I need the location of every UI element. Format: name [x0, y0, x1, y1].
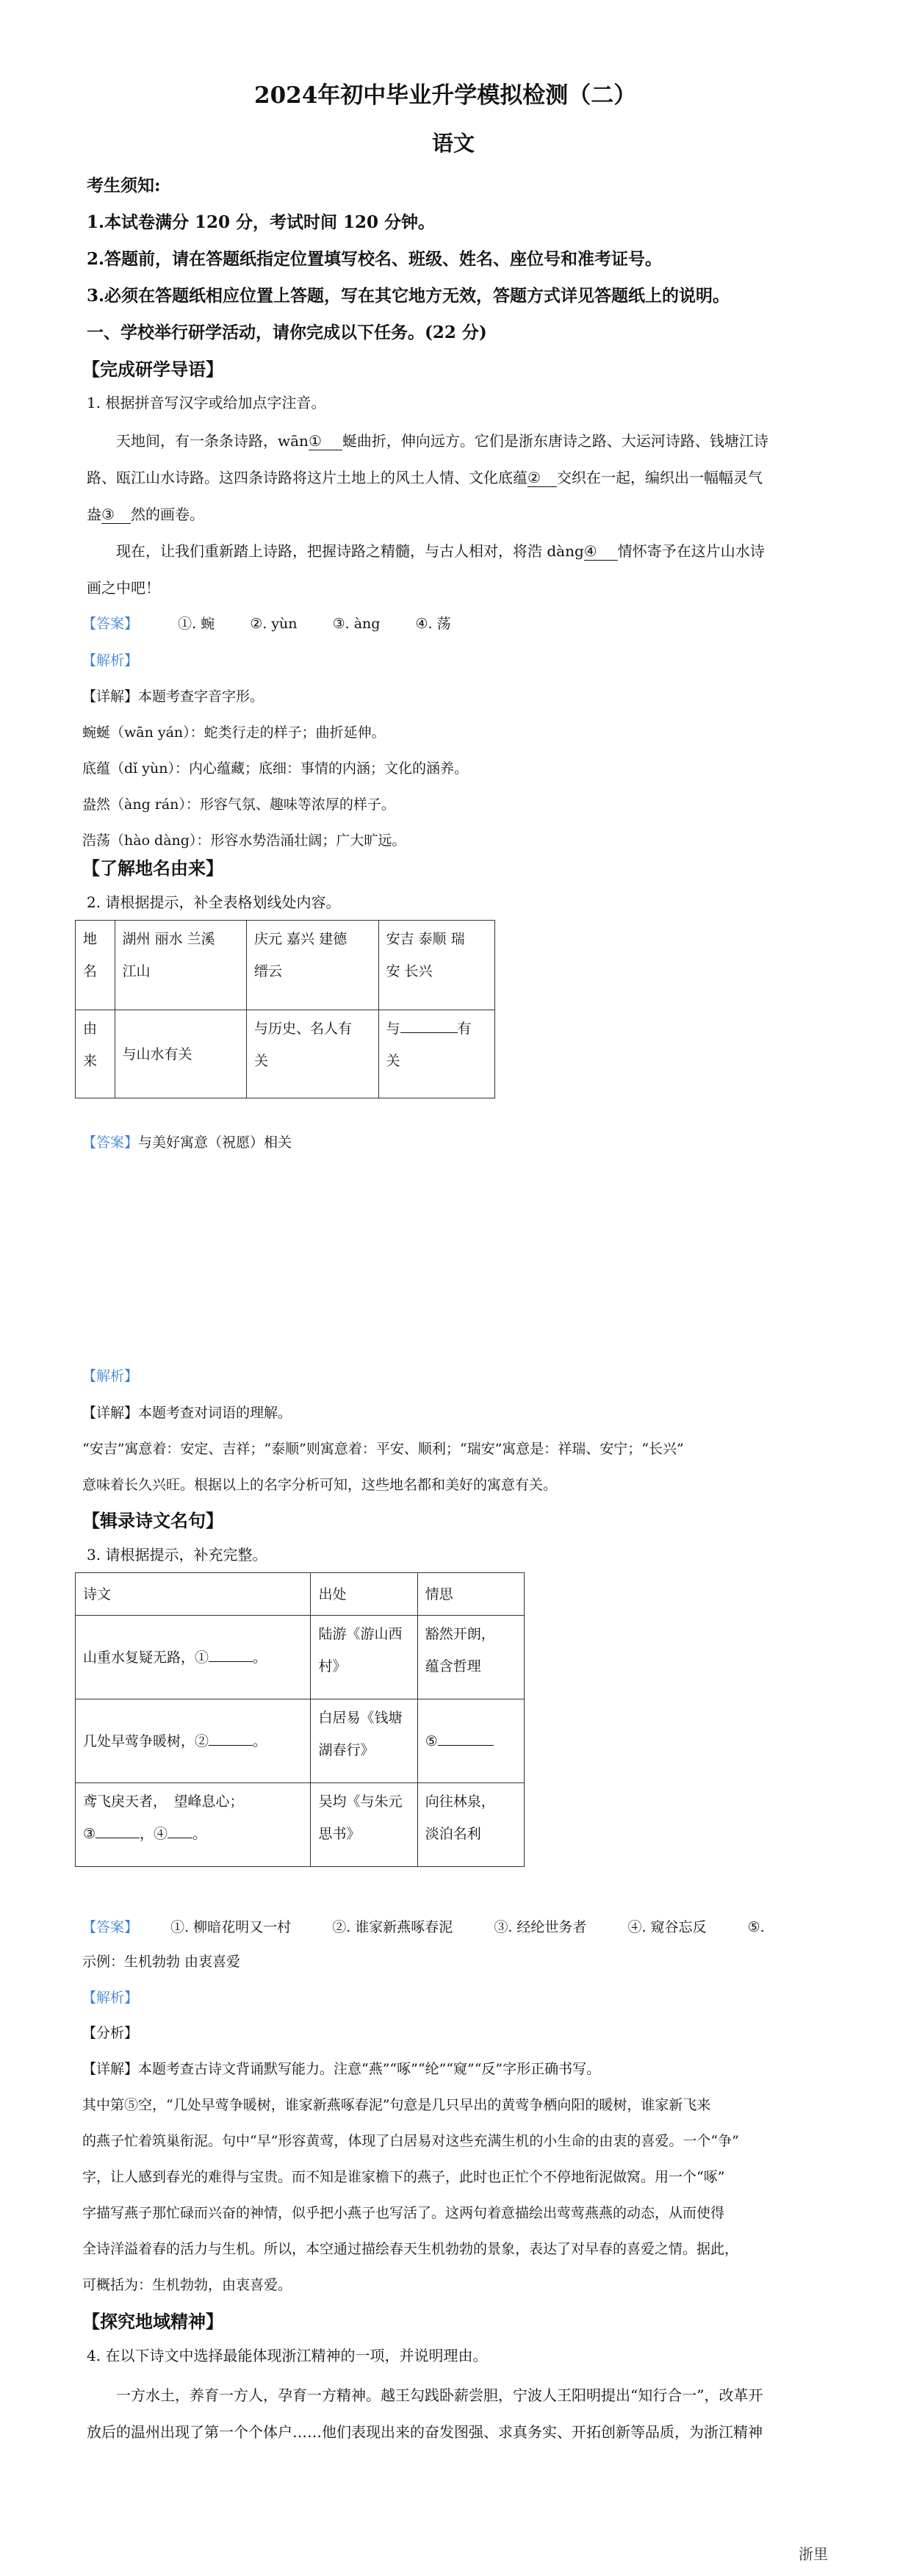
question-text: 1. 根据拼音写汉字或给加点字注音。	[87, 394, 326, 411]
table-cell: 吴均《与朱元 思书》	[311, 1783, 417, 1867]
subject-title: 语文	[432, 131, 475, 156]
section-heading: 【完成研学导语】	[82, 359, 223, 380]
footer-watermark: 浙里	[799, 2545, 828, 2563]
detail-text: 【详解】本题考查字音字形。	[82, 688, 264, 705]
question-text: 3. 请根据提示，补充完整。	[87, 1546, 267, 1564]
answer-row: 【答案】与美好寓意（祝愿）相关	[82, 1134, 292, 1151]
table-header: 情思	[417, 1573, 524, 1616]
answer-row: 【答案】 ①. 柳暗花明又一村 ②. 谁家新燕啄春泥 ③. 经纶世务者 ④. 窥谷忘反 ⑤.	[82, 1919, 765, 1935]
answer-label: 【答案】	[82, 1919, 139, 1935]
passage-line: 放后的温州出现了第一个个体户……他们表现出来的奋发图强、求真务实、开拓创新等品质，为浙江精神	[87, 2423, 763, 2441]
explanation-line: 的燕子忙着筑巢衔泥。句中“早”形容黄莺，体现了白居易对这些充满生机的小生命的由衷的喜爱。一个“争”	[82, 2133, 739, 2149]
notice-item: 3.必须在答题纸相应位置上答题，写在其它地方无效，答题方式详见答题纸上的说明。	[87, 286, 730, 306]
blank-2: ②	[527, 469, 557, 487]
table-cell: 豁然开朗， 蕴含哲理	[417, 1616, 524, 1699]
explanation-line: 全诗洋溢着春的活力与生机。所以，本空通过描绘春天生机勃勃的景象，表达了对早春的喜爱之情。据此，	[82, 2241, 739, 2257]
section-heading: 【辑录诗文名句】	[82, 1510, 223, 1531]
explanation-line: 字，让人感到春光的难得与宝贵。而不知是谁家檐下的燕子，此时也正忙个不停地衔泥做窝。用一个“啄”	[82, 2169, 725, 2185]
section-heading: 【探究地域精神】	[82, 2311, 223, 2332]
table-cell: 与山水有关	[115, 1010, 246, 1098]
poem-table	[75, 1572, 525, 1867]
blank-1: ①	[309, 432, 342, 450]
analysis-label: 【解析】	[82, 1368, 139, 1384]
analysis-sub: 【分析】	[82, 2025, 139, 2041]
explanation-line: 蜿蜒（wān yán）：蛇类行走的样子；曲折延伸。	[82, 724, 386, 741]
passage-line: 路、瓯江山水诗路。这四条诗路将这片土地上的风土人情、文化底蕴② 交织在一起，编织出一幅幅灵气	[87, 469, 763, 486]
passage-line: 画之中吧！	[87, 579, 160, 597]
answer-label: 【答案】	[82, 1134, 139, 1151]
table-cell: 向往林泉， 淡泊名利	[417, 1783, 524, 1867]
question-text: 2. 请根据提示，补全表格划线处内容。	[87, 893, 341, 911]
blank-4: ④	[584, 542, 618, 561]
part-heading: 一、学校举行研学活动，请你完成以下任务。(22 分)	[87, 323, 487, 342]
detail-text: 【详解】本题考查古诗文背诵默写能力。注意“燕”“啄”“纶”“窥”“反”字形正确书写。	[82, 2061, 601, 2077]
table-cell: 庆元 嘉兴 建德 缙云	[247, 921, 378, 1010]
explanation-line: 底蕴（dǐ yùn）：内心蕴藏；底细：事情的内涵；文化的涵养。	[82, 760, 468, 777]
fill-blank	[400, 1032, 458, 1033]
table-header: 出处	[311, 1573, 417, 1616]
table-cell: 与 有 关	[378, 1010, 495, 1098]
answer-label: 【答案】	[82, 616, 139, 632]
explanation-line: 浩荡（hào dàng）：形容水势浩涌壮阔；广大旷远。	[82, 832, 406, 849]
table-cell: 安吉 泰顺 瑞 安 长兴	[378, 921, 495, 1010]
row-header: 地 名	[76, 921, 115, 1010]
analysis-label: 【解析】	[82, 1990, 139, 2006]
table-cell: 鸢飞戾天者， 望峰息心； ③ ，④ 。	[76, 1783, 311, 1867]
passage-line: 天地间，有一条条诗路，wān① 蜒曲折，伸向远方。它们是浙东唐诗之路、大运河诗路、钱塘江诗	[116, 432, 768, 450]
table-cell: 湖州 丽水 兰溪 江山	[115, 921, 246, 1010]
place-name-table	[75, 920, 495, 1098]
passage-line: 一方水土，养育一方人，孕育一方精神。越王勾践卧薪尝胆，宁波人王阳明提出“知行合一”，改革开	[116, 2386, 763, 2404]
answer-continued: 示例：生机勃勃 由衷喜爱	[82, 1954, 241, 1970]
page-title: 2024年初中毕业升学模拟检测（二）	[254, 82, 637, 109]
table-cell: 几处早莺争暖树，② 。	[76, 1699, 311, 1783]
table-cell: 与历史、名人有 关	[247, 1010, 378, 1098]
notice-heading: 考生须知:	[87, 176, 161, 195]
notice-item: 1.本试卷满分 120 分，考试时间 120 分钟。	[87, 212, 436, 232]
explanation-line: 盎然（àng rán）：形容气氛、趣味等浓厚的样子。	[82, 796, 395, 813]
explanation-line: 字描写燕子那忙碌而兴奋的神情，似乎把小燕子也写活了。这两句着意描绘出莺莺燕燕的动态，从而使得	[82, 2205, 725, 2221]
question-text: 4. 在以下诗文中选择最能体现浙江精神的一项，并说明理由。	[87, 2347, 488, 2364]
section-heading: 【了解地名由来】	[82, 857, 223, 879]
table-header: 诗文	[76, 1573, 311, 1616]
passage-line: 盎③ 然的画卷。	[87, 506, 204, 523]
detail-text: 【详解】本题考查对词语的理解。	[82, 1405, 292, 1421]
table-cell: 白居易《钱塘 湖春行》	[311, 1699, 417, 1783]
row-header: 由 来	[76, 1010, 115, 1098]
passage-line: 现在，让我们重新踏上诗路，把握诗路之精髓，与古人相对，将浩 dàng④ 情怀寄予在这片山水诗	[116, 542, 765, 560]
explanation-line: 意味着长久兴旺。根据以上的名字分析可知，这些地名都和美好的寓意有关。	[82, 1477, 558, 1493]
explanation-line: 其中第⑤空，“几处早莺争暖树，谁家新燕啄春泥”句意是几只早出的黄莺争栖向阳的暖树，谁家新飞来	[82, 2097, 711, 2113]
notice-item: 2.答题前，请在答题纸指定位置填写校名、班级、姓名、座位号和准考证号。	[87, 249, 663, 269]
answer-row: 【答案】 ①. 蜿 ②. yùn ③. àng ④. 荡	[82, 616, 451, 632]
analysis-label: 【解析】	[82, 652, 139, 669]
table-cell: 陆游《游山西 村》	[311, 1616, 417, 1699]
explanation-line: “安吉”寓意着：安定、吉祥；“泰顺”则寓意着：平安、顺利；“瑞安”寓意是：祥瑞、安宁；“长兴”	[82, 1441, 684, 1457]
table-cell: 山重水复疑无路，① 。	[76, 1616, 311, 1699]
blank-3: ③	[101, 506, 131, 524]
explanation-line: 可概括为：生机勃勃，由衷喜爱。	[82, 2277, 292, 2293]
table-cell: ⑤	[417, 1699, 524, 1783]
